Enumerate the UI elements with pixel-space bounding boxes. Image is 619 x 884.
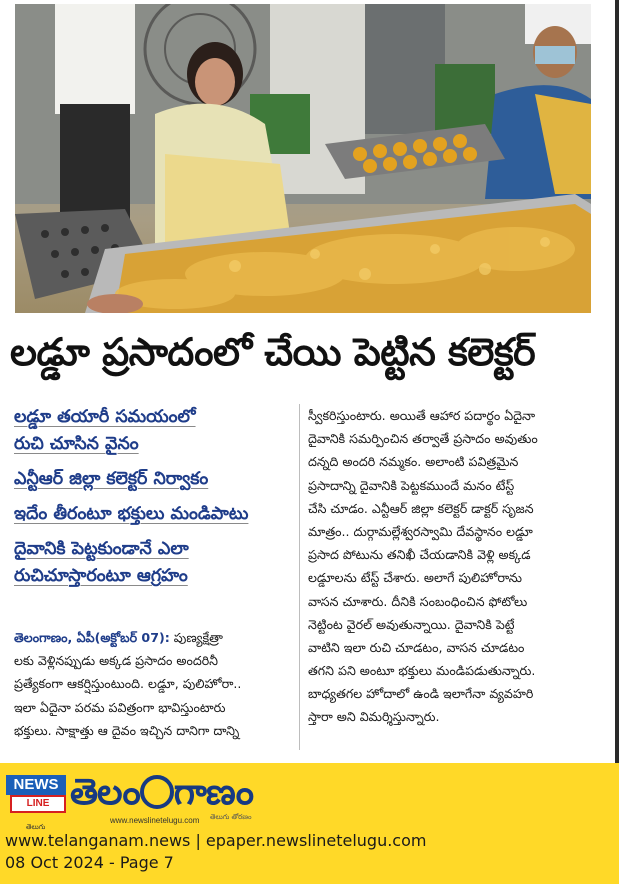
body-line: లకు వెళ్లినప్పుడు అక్కడ ప్రసాదం అందరినీ	[14, 653, 219, 669]
logo-news-text: NEWS	[6, 775, 66, 795]
logo-telugu-caption: తెలుగు	[26, 823, 46, 831]
logo-title-part-1: తెలం	[70, 772, 140, 813]
body-line: స్తారా అని విమర్శిస్తున్నారు.	[308, 709, 440, 725]
body-line: తగని పని అంటూ భక్తులు మండిపడుతున్నారు.	[308, 663, 536, 679]
logo-line-text: LINE	[10, 795, 66, 813]
subheadline-3: ఎన్టీఆర్ జిల్లా కలెక్టర్ నిర్వాకం	[14, 469, 209, 489]
body-line: దన్నది అందరి నమ్మకం. అలాంటి పవిత్రమైన	[308, 454, 519, 470]
headline: లడ్డూ ప్రసాదంలో చేయి పెట్టిన కలెక్టర్	[10, 330, 536, 374]
footer-date-page: 08 Oct 2024 - Page 7	[5, 853, 174, 872]
subheadline-2: రుచి చూసిన వైనం	[14, 434, 139, 454]
body-line: ప్రసాదాన్ని దైవానికి పెట్టకముందే మనం టేస్ట్	[308, 477, 515, 493]
body-line: వాటిని ఇలా రుచి చూడటం, వాసన చూడటం	[308, 639, 525, 655]
subheadline-5: దైవానికి పెట్టకుండానే ఎలా	[14, 539, 189, 559]
body-line: చేసి చూడం. ఎన్టీఆర్ జిల్లా కలెక్టర్ డాక్టర్ సృజన	[308, 500, 534, 516]
article-body-right	[308, 404, 592, 729]
footer-banner	[0, 763, 619, 884]
news-photo	[15, 4, 591, 313]
subheadline-4: ఇదేం తీరంటూ భక్తులు మండిపాటు	[14, 504, 249, 524]
body-line: ఇలా ఏదైనా పరమ పవిత్రంగా భావిస్తుంటారు	[14, 699, 226, 715]
body-line: స్వీకరిస్తుంటారు. అయితే ఆహార పదార్థం ఏదైనా	[308, 408, 536, 423]
body-line: ప్రసాద పోటును తనిఖీ చేయడానికి వెళ్లి అక్కడ	[308, 547, 531, 563]
body-line	[14, 626, 294, 649]
newsline-logo	[6, 775, 66, 831]
subheadline-6: రుచిచూస్తారంటూ ఆగ్రహం	[14, 566, 188, 586]
body-line: ప్రత్యేకంగా ఆకర్షిస్తుంటుంది. లడ్డూ, పులిహోరా..	[14, 676, 242, 692]
body-line: దైవానికి సమర్పించిన తర్వాతే ప్రసాదం అవుతుం	[308, 431, 538, 447]
logo-url: www.newslinetelugu.com	[110, 816, 200, 825]
body-line: మాత్రం.. దుర్గామల్లేశ్వరస్వామి దేవస్థానం లడ్డూ	[308, 523, 533, 539]
body-line: వాసన చూశారు. దీనికి సంబంధించిన ఫోటోలు	[308, 593, 528, 609]
logo-circle-icon	[140, 775, 174, 809]
body-line: నెట్టింట వైరల్ అవుతున్నాయి. దైవానికి పెట్టే	[308, 616, 515, 632]
subheadline-group	[14, 404, 284, 590]
logo-title-part-2: గాణం	[173, 772, 253, 813]
body-line: లడ్డూలను టేస్ట్ చేశారు. అలాగే పులిహోరాను	[308, 570, 522, 586]
logo-tagline: తెలుగు తోరణం	[210, 813, 252, 821]
column-divider	[299, 404, 300, 750]
article-body-left	[14, 626, 294, 742]
dateline: తెలంగాణం, ఏపీ(అక్టోబర్ 07):	[14, 630, 170, 645]
page-edge-rule	[615, 0, 619, 763]
footer-websites[interactable]: www.telanganam.news | epaper.newslinetelugu.com	[5, 831, 427, 850]
body-line: బాధ్యతగల హోదాలో ఉండి ఇలాగేనా వ్యవహరి	[308, 686, 534, 702]
body-line: భక్తులు. సాక్షాత్తు ఆ దైవం ఇచ్చిన దానిగా దాన్ని	[14, 722, 240, 738]
telanganam-logo	[70, 773, 253, 813]
subheadline-1: లడ్డూ తయారీ సమయంలో	[14, 407, 196, 427]
body-text: పుణ్యక్షేత్రా	[173, 630, 223, 645]
